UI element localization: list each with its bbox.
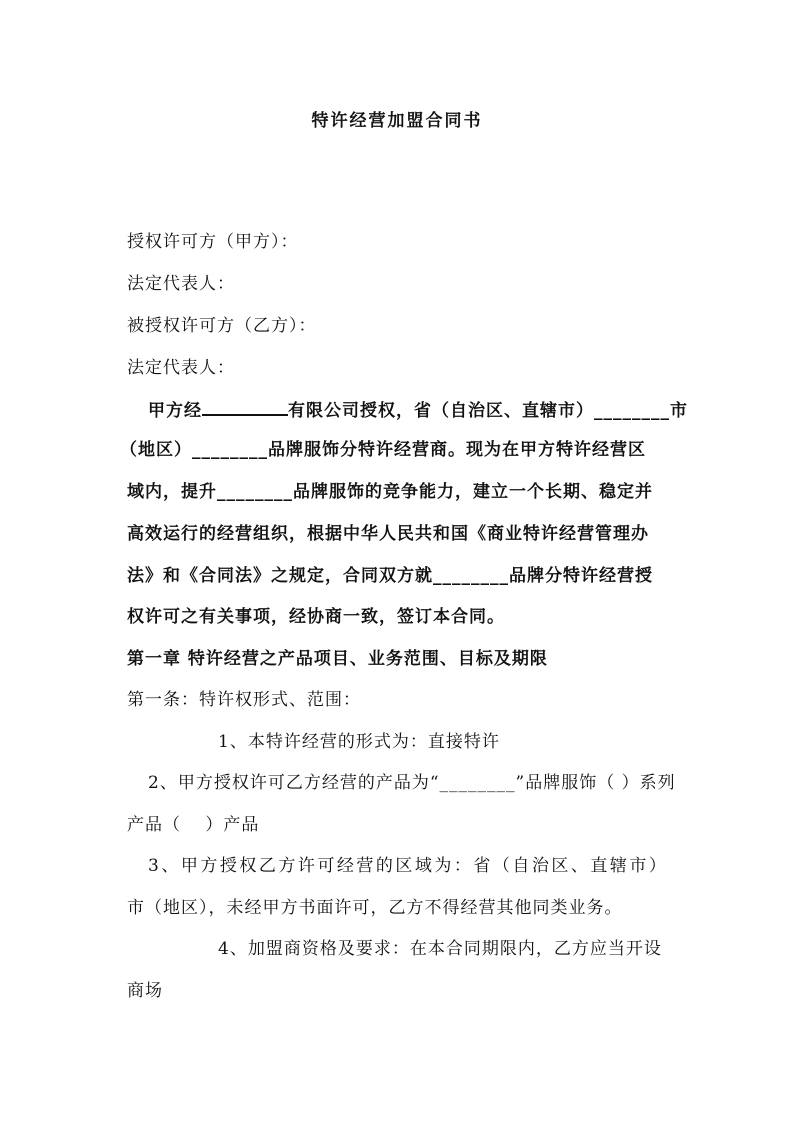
party-b-label: 被授权许可方（乙方）：: [127, 316, 317, 336]
article-heading: 第一条：特许权形式、范围：: [127, 690, 361, 710]
clause-item: 1、本特许经营的形式为：直接特许: [218, 732, 500, 752]
preamble-line: 域内，提升________品牌服饰的竞争能力，建立一个长期、稳定并: [127, 482, 653, 502]
document-title: 特许经营加盟合同书: [311, 111, 483, 131]
preamble-line: 权许可之有关事项，经协商一致，签订本合同。: [127, 607, 505, 627]
party-b-representative: 法定代表人：: [127, 358, 235, 378]
clause-item: 2、甲方授权许可乙方经营的产品为“________”品牌服饰（ ）系列: [148, 773, 676, 793]
clause-item: 3、甲方授权乙方许可经营的区域为：省（自治区、直辖市）: [148, 856, 669, 876]
party-a-label: 授权许可方（甲方）：: [127, 232, 299, 252]
clause-item: 市（地区），未经甲方书面许可，乙方不得经营其他同类业务。: [127, 898, 623, 918]
clause-item: 商场: [127, 981, 163, 1001]
preamble-text: 有限公司授权，省（自治区、直辖市）________市: [288, 401, 688, 421]
company-blank: [202, 398, 288, 416]
preamble-line: （地区）________品牌服饰分特许经营商。现为在甲方特许经营区: [120, 440, 646, 460]
preamble-line-1: [148, 398, 688, 422]
chapter-heading: 第一章 特许经营之产品项目、业务范围、目标及期限: [127, 649, 548, 669]
party-a-representative: 法定代表人：: [127, 274, 235, 294]
preamble-text: 甲方经: [148, 401, 202, 421]
preamble-line: 高效运行的经营组织，根据中华人民共和国《商业特许经营管理办: [127, 524, 649, 544]
preamble-line: 法》和《合同法》之规定，合同双方就________品牌分特许经营授: [127, 566, 653, 586]
clause-item: 4、加盟商资格及要求：在本合同期限内，乙方应当开设: [218, 939, 662, 959]
clause-item: 产品（ ）产品: [127, 815, 260, 835]
